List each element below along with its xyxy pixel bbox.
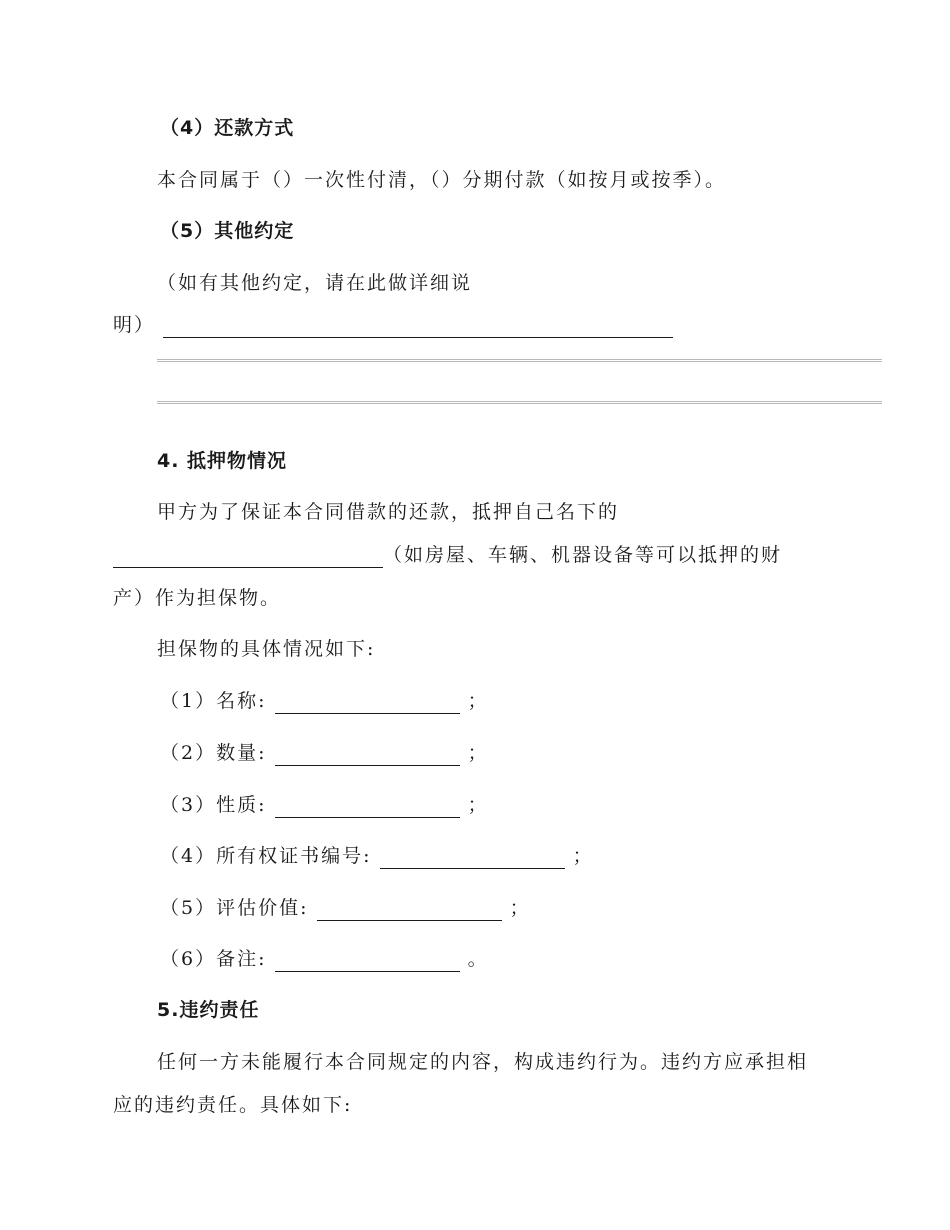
collateral-intro-line3: 产）作为担保物。 — [113, 587, 282, 609]
collateral-intro-suffix: （如房屋、车辆、机器设备等可以抵押的财 — [383, 544, 783, 566]
repayment-text: 本合同属于（）一次性付清，（）分期付款（如按月或按季）。 — [157, 169, 727, 191]
collateral-item-remarks — [160, 946, 489, 972]
item-blank-field[interactable] — [275, 743, 460, 766]
item-label: （6）备注: — [160, 948, 267, 970]
collateral-intro-line1: 甲方为了保证本合同借款的还款，抵押自己名下的 — [157, 501, 620, 523]
collateral-item-name — [160, 688, 489, 714]
separator-rule — [157, 401, 882, 404]
other-text-line1: （如有其他约定，请在此做详细说 — [157, 272, 473, 294]
item-end: 。 — [467, 948, 489, 970]
item-label: （3）性质: — [160, 794, 267, 816]
item-label: （1）名称: — [160, 690, 267, 712]
item-blank-field[interactable] — [317, 898, 502, 921]
collateral-details-intro: 担保物的具体情况如下: — [157, 638, 376, 660]
separator-rule — [157, 359, 882, 362]
other-text-line2 — [113, 312, 673, 338]
item-end: ； — [467, 742, 489, 764]
collateral-property-blank[interactable] — [113, 545, 383, 568]
item-end: ； — [467, 690, 489, 712]
item-label: （5）评估价值: — [160, 897, 309, 919]
repayment-heading: （4）还款方式 — [160, 117, 295, 139]
item-end: ； — [572, 845, 594, 867]
item-blank-field[interactable] — [275, 795, 460, 818]
collateral-item-nature — [160, 792, 489, 818]
item-label: （4）所有权证书编号: — [160, 845, 372, 867]
collateral-heading: 4. 抵押物情况 — [157, 450, 288, 472]
collateral-intro-line2 — [113, 542, 782, 568]
breach-heading: 5.违约责任 — [157, 999, 260, 1021]
collateral-item-quantity — [160, 740, 489, 766]
item-end: ； — [509, 897, 531, 919]
breach-text-line2: 应的违约责任。具体如下: — [113, 1094, 353, 1116]
item-blank-field[interactable] — [380, 846, 565, 869]
item-blank-field[interactable] — [275, 949, 460, 972]
item-end: ； — [467, 794, 489, 816]
breach-text-line1: 任何一方未能履行本合同规定的内容，构成违约行为。违约方应承担相 — [157, 1051, 809, 1073]
other-blank-field[interactable] — [163, 315, 673, 338]
item-blank-field[interactable] — [275, 691, 460, 714]
other-heading: （5）其他约定 — [160, 220, 295, 242]
collateral-item-valuation — [160, 895, 531, 921]
item-label: （2）数量: — [160, 742, 267, 764]
collateral-item-certificate — [160, 843, 594, 869]
other-text-prefix: 明） — [113, 314, 156, 336]
